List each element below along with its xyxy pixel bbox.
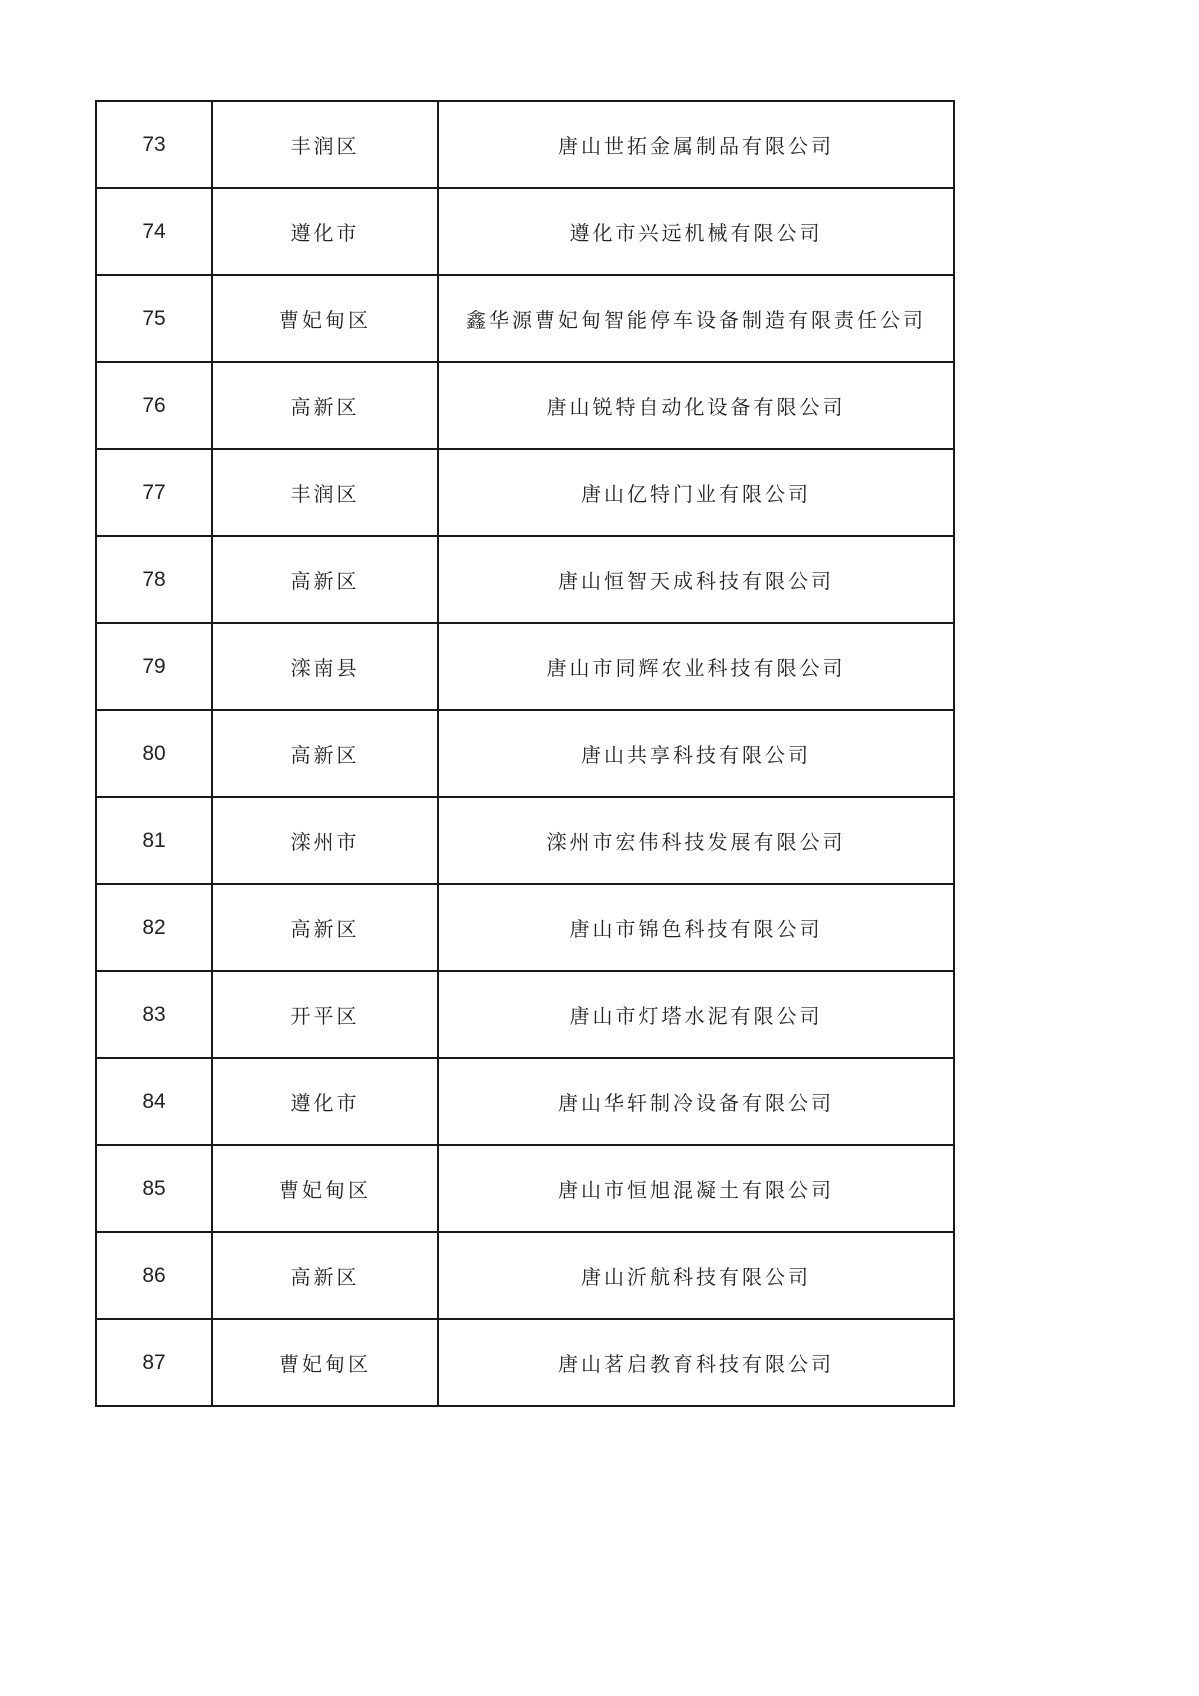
company-list-table (95, 100, 955, 1407)
table-row (96, 971, 954, 1058)
district-cell: 开平区 (212, 971, 438, 1058)
table-row (96, 101, 954, 188)
company-cell: 唐山锐特自动化设备有限公司 (438, 362, 954, 449)
company-cell: 唐山沂航科技有限公司 (438, 1232, 954, 1319)
table-row (96, 1058, 954, 1145)
row-number: 73 (96, 101, 212, 188)
row-number: 75 (96, 275, 212, 362)
district-cell: 丰润区 (212, 101, 438, 188)
table-row (96, 884, 954, 971)
table-row (96, 188, 954, 275)
company-cell: 唐山市锦色科技有限公司 (438, 884, 954, 971)
table-row (96, 449, 954, 536)
row-number: 79 (96, 623, 212, 710)
district-cell: 高新区 (212, 710, 438, 797)
company-cell: 唐山市同辉农业科技有限公司 (438, 623, 954, 710)
company-cell: 鑫华源曹妃甸智能停车设备制造有限责任公司 (438, 275, 954, 362)
row-number: 81 (96, 797, 212, 884)
row-number: 77 (96, 449, 212, 536)
district-cell: 高新区 (212, 1232, 438, 1319)
row-number: 80 (96, 710, 212, 797)
table-row (96, 710, 954, 797)
table-row (96, 1319, 954, 1406)
company-cell: 唐山茗启教育科技有限公司 (438, 1319, 954, 1406)
company-cell: 唐山华轩制冷设备有限公司 (438, 1058, 954, 1145)
district-cell: 高新区 (212, 362, 438, 449)
row-number: 87 (96, 1319, 212, 1406)
district-cell: 滦南县 (212, 623, 438, 710)
district-cell: 遵化市 (212, 188, 438, 275)
row-number: 85 (96, 1145, 212, 1232)
row-number: 76 (96, 362, 212, 449)
company-cell: 遵化市兴远机械有限公司 (438, 188, 954, 275)
district-cell: 丰润区 (212, 449, 438, 536)
company-cell: 滦州市宏伟科技发展有限公司 (438, 797, 954, 884)
company-cell: 唐山共享科技有限公司 (438, 710, 954, 797)
table-row (96, 536, 954, 623)
row-number: 74 (96, 188, 212, 275)
company-cell: 唐山市恒旭混凝土有限公司 (438, 1145, 954, 1232)
row-number: 78 (96, 536, 212, 623)
company-cell: 唐山恒智天成科技有限公司 (438, 536, 954, 623)
district-cell: 曹妃甸区 (212, 1145, 438, 1232)
district-cell: 高新区 (212, 536, 438, 623)
company-cell: 唐山世拓金属制品有限公司 (438, 101, 954, 188)
table-row (96, 362, 954, 449)
table-row (96, 1145, 954, 1232)
row-number: 86 (96, 1232, 212, 1319)
district-cell: 曹妃甸区 (212, 275, 438, 362)
row-number: 82 (96, 884, 212, 971)
table-row (96, 275, 954, 362)
row-number: 83 (96, 971, 212, 1058)
table-row (96, 797, 954, 884)
company-cell: 唐山亿特门业有限公司 (438, 449, 954, 536)
district-cell: 曹妃甸区 (212, 1319, 438, 1406)
company-cell: 唐山市灯塔水泥有限公司 (438, 971, 954, 1058)
table-row (96, 623, 954, 710)
district-cell: 遵化市 (212, 1058, 438, 1145)
row-number: 84 (96, 1058, 212, 1145)
table-row (96, 1232, 954, 1319)
district-cell: 高新区 (212, 884, 438, 971)
district-cell: 滦州市 (212, 797, 438, 884)
